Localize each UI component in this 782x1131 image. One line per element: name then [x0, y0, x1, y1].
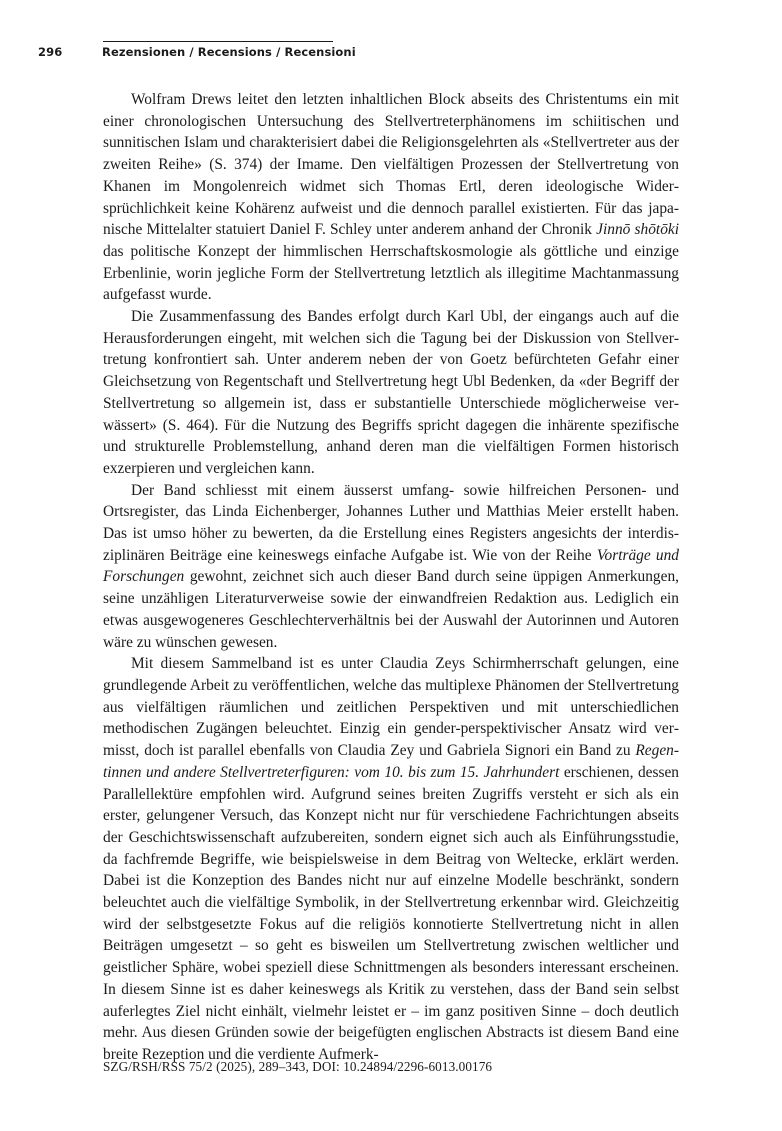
- text-run: erschienen, dessen Parallellektüre empfohlen wird. Aufgrund seines breiten Zugriffs versteht er sich als ein erster, gelungener Versuch, das Konzept nicht nur für verschiedene Fachrichtungen abseits der Geschichtswissenschaft aufzubereiten, sondern eignet sich auch als Einführungsstudie, da fachfremde Begriffe, wie beispielsweise in dem Beitrag von Weltecke, erklärt werden. Dabei ist die Konzeption des Bandes nicht nur auf einzelne Modelle beschränkt, sondern beleuchtet auch die vielfältige Symbolik, in der Stellvertretung erkennbar wird. Gleichzeitig wird der selbstgesetzte Fokus auf die religiös konnotierte Stellvertretung nicht in allen Beiträgen umgesetzt – so geht es bisweilen um Stellvertretung zwischen weltlicher und geistlicher Sphäre, wobei speziell diese Schnittmengen als besonders interessant erscheinen. In diesem Sinne ist es daher keineswegs als Kritik zu verstehen, dass der Band sein selbst auferlegtes Ziel nicht einhält, vielmehr leistet er – im ganz positiven Sinne – doch deutlich mehr. Aus diesen Gründen sowie der beigefügten englischen Abstracts ist diesem Band eine breite Rezeption und die verdiente Aufmerk-: [103, 763, 679, 1063]
- paragraph-4: [103, 653, 679, 1065]
- text-run: Wolfram Drews leitet den letzten inhaltlichen Block abseits des Christentums ein mit einer chronologischen Untersuchung des Stellvertreterphänomens im schiitischen und sunnitischen Islam und charakterisiert dabei die Religionsgelehrten als «Stellvertreter aus der zweiten Reihe» (S. 374) der Imame. Den vielfältigen Prozessen der Stellvertretung von Khanen im Mongolenreich widmet sich Thomas Ertl, deren ideologische Widersprüchlichkeit keine Kohärenz aufweist und die dennoch parallel existierten. Für das japanische Mittelalter statuiert Daniel F. Schley unter anderem anhand der Chronik: [103, 91, 679, 239]
- paragraph-1: [103, 89, 679, 306]
- running-head: [38, 45, 356, 59]
- header-rule: [103, 41, 333, 42]
- text-run: Die Zusammenfassung des Bandes erfolgt durch Karl Ubl, der eingangs auch auf die Herausforderungen eingeht, mit welchen sich die Tagung bei der Diskussion von Stellvertretung konfrontiert sah. Unter anderem neben der von Goetz befürchteten Gefahr einer Gleichsetzung von Regentschaft und Stellvertretung hegt Ubl Bedenken, da «der Begriff der Stellvertretung so allgemein ist, dass er substantielle Unterschiede möglicherweise verwässert» (S. 464). Für die Nutzung des Begriffs spricht dagegen die inhärente spezifische und strukturelle Problemstellung, anhand deren man die vielfältigen Formen historisch exzerpieren und vergleichen kann.: [103, 308, 679, 477]
- review-body: [103, 89, 679, 1066]
- page-number: 296: [38, 45, 63, 59]
- paragraph-2: [103, 306, 679, 480]
- text-run: das politische Konzept der himmlischen Herrschaftskosmologie als göttliche und einzige Erbenlinie, worin jegliche Form der Stellvertretung letztlich als illegitime Machtanmassung aufgefasst wurde.: [103, 242, 679, 304]
- italic-title: Regentinnen und andere Stellvertreterfiguren: vom 10. bis zum 15. Jahrhundert: [103, 742, 679, 781]
- paragraph-3: [103, 480, 679, 654]
- text-run: Mit diesem Sammelband ist es unter Claudia Zeys Schirmherrschaft gelungen, eine grundlegende Arbeit zu veröffentlichen, welche das multiplexe Phänomen der Stellvertretung aus vielfältigen räumlichen und zeitlichen Perspektiven und mit unterschiedlichen methodischen Zugängen beleuchtet. Einzig ein gender-perspektivischer Ansatz wird vermisst, doch ist parallel ebenfalls von Claudia Zey und Gabriela Signori ein Band zu: [103, 655, 679, 760]
- running-title: Rezensionen / Recensions / Recensioni: [102, 45, 356, 59]
- italic-title: Vorträge und Forschungen: [103, 546, 679, 586]
- italic-title: Jinnō shōtōki: [596, 221, 679, 239]
- text-run: Der Band schliesst mit einem äusserst umfang- sowie hilfreichen Personen- und Ortsregister, das Linda Eichenberger, Johannes Luther und Matthias Meier erstellt haben. Das ist umso höher zu bewerten, da die Erstellung eines Registers angesichts der interdisziplinären Beiträge eine keineswegs einfache Aufgabe ist. Wie von der Reihe: [103, 481, 679, 564]
- footer-citation: SZG/RSH/RSS 75/2 (2025), 289–343, DOI: 10.24894/2296-6013.00176: [103, 1059, 493, 1074]
- text-run: gewohnt, zeichnet sich auch dieser Band durch seine üppigen Anmerkungen, seine unzähligen Literaturverweise sowie der einwandfreien Redaktion aus. Lediglich ein etwas ausgewogeneres Geschlechterverhältnis bei der Auswahl der Autorinnen und Autoren wäre zu wünschen gewesen.: [103, 568, 679, 651]
